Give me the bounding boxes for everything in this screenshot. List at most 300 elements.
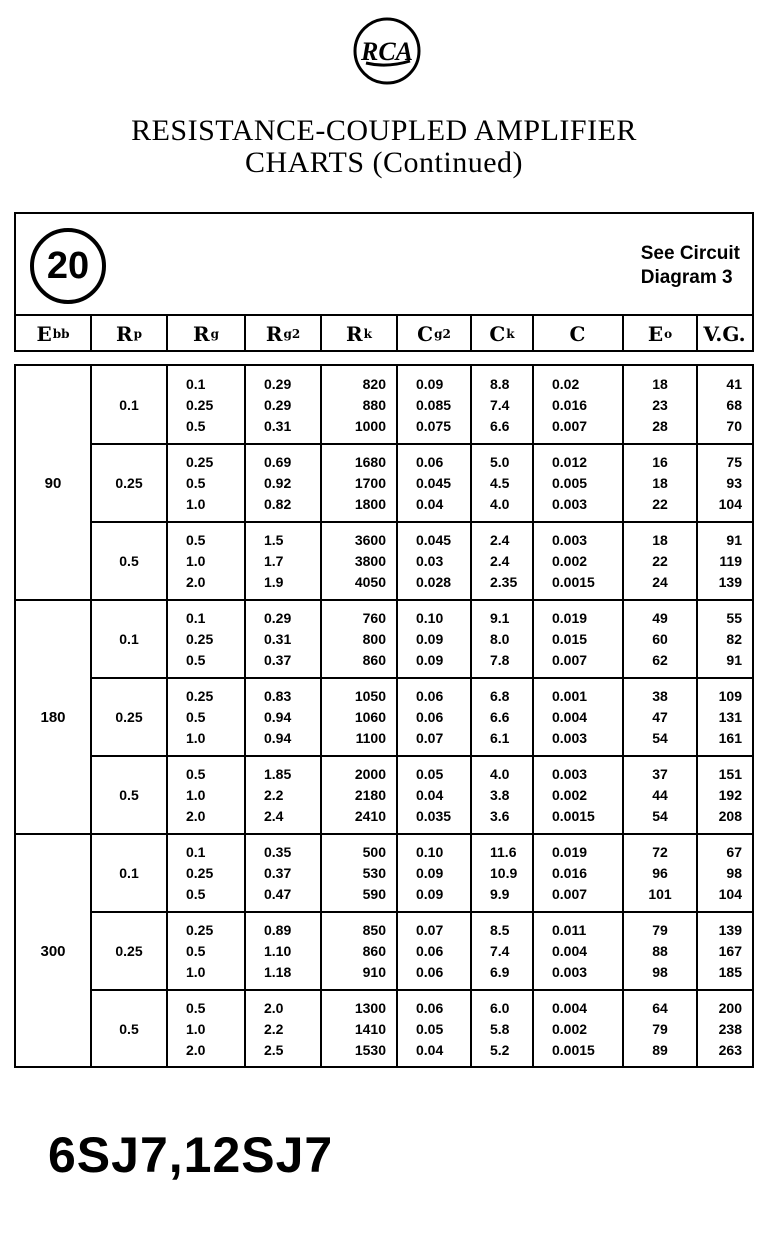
table-row: [92, 756, 752, 834]
rg2-value: 1.9: [264, 573, 284, 590]
cell-rg: [168, 366, 246, 444]
cg2-value: 0.09: [416, 651, 444, 668]
rp-value: 0.25: [92, 678, 168, 756]
eo-value: 79: [652, 921, 668, 938]
cell-c: [534, 756, 624, 834]
cell-rg2: [246, 522, 322, 600]
col-header-rg2: R g2: [246, 316, 322, 352]
rp-value: 0.1: [92, 600, 168, 678]
cell-c: [534, 834, 624, 912]
cell-ck: [472, 444, 534, 522]
rp-value: 0.5: [92, 990, 168, 1068]
eo-value: 98: [652, 963, 668, 980]
vg-value: 263: [718, 1041, 742, 1058]
cell-eo: [624, 912, 698, 990]
table-row: [92, 522, 752, 600]
cell-ck: [472, 600, 534, 678]
cell-ck: [472, 912, 534, 990]
rp-value: 0.5: [92, 522, 168, 600]
rg-value: 0.5: [186, 474, 206, 491]
cg2-value: 0.05: [416, 765, 444, 782]
rg-value: 0.5: [186, 999, 206, 1016]
rg-value: 1.0: [186, 729, 206, 746]
rg-value: 0.5: [186, 531, 206, 548]
c-value: 0.02: [552, 375, 580, 392]
ck-value: 7.4: [490, 942, 510, 959]
vg-value: 151: [718, 765, 742, 782]
rg2-value: 2.2: [264, 1020, 284, 1037]
ck-value: 3.8: [490, 786, 510, 803]
cell-eo: [624, 600, 698, 678]
eo-value: 88: [652, 942, 668, 959]
cell-rk: [322, 756, 398, 834]
ck-value: 5.8: [490, 1020, 510, 1037]
cell-eo: [624, 756, 698, 834]
table-row: [92, 912, 752, 990]
cell-rg2: [246, 834, 322, 912]
eo-value: 96: [652, 864, 668, 881]
ebb-value: 300: [16, 834, 92, 1068]
cg2-value: 0.09: [416, 864, 444, 881]
rg2-value: 0.94: [264, 729, 292, 746]
rg2-value: 2.0: [264, 999, 284, 1016]
rg2-value: 0.94: [264, 708, 292, 725]
rk-value: 880: [362, 396, 386, 413]
rca-logo-icon: [352, 16, 422, 86]
cg2-value: 0.05: [416, 1020, 444, 1037]
eo-value: 60: [652, 630, 668, 647]
rk-value: 3600: [354, 531, 386, 548]
c-value: 0.0015: [552, 573, 595, 590]
vg-value: 104: [718, 495, 742, 512]
cell-vg: [698, 678, 752, 756]
cg2-value: 0.03: [416, 552, 444, 569]
cg2-value: 0.028: [416, 573, 452, 590]
c-value: 0.012: [552, 453, 588, 470]
rk-value: 1700: [354, 474, 386, 491]
ebb-value: 90: [16, 366, 92, 600]
ck-value: 2.4: [490, 531, 510, 548]
vg-value: 139: [718, 921, 742, 938]
cell-rg2: [246, 678, 322, 756]
table-row: [92, 834, 752, 912]
chart-header-frame: [14, 212, 754, 352]
vg-value: 67: [726, 843, 742, 860]
eo-value: 47: [652, 708, 668, 725]
cg2-value: 0.075: [416, 417, 452, 434]
eo-value: 64: [652, 999, 668, 1016]
tube-types: 6SJ7,12SJ7: [48, 1127, 334, 1183]
ck-value: 8.0: [490, 630, 510, 647]
eo-value: 72: [652, 843, 668, 860]
rk-value: 860: [362, 942, 386, 959]
vg-value: 82: [726, 630, 742, 647]
rca-logo: [352, 16, 422, 86]
vg-value: 167: [718, 942, 742, 959]
rk-value: 910: [362, 963, 386, 980]
cg2-value: 0.09: [416, 375, 444, 392]
cell-rk: [322, 600, 398, 678]
eo-value: 101: [648, 885, 672, 902]
c-value: 0.0015: [552, 807, 595, 824]
cell-vg: [698, 600, 752, 678]
cell-rg2: [246, 990, 322, 1068]
rg-value: 2.0: [186, 573, 206, 590]
table-row: [92, 366, 752, 444]
ck-value: 6.0: [490, 999, 510, 1016]
cell-ck: [472, 756, 534, 834]
cell-rk: [322, 678, 398, 756]
cell-rg: [168, 834, 246, 912]
c-value: 0.003: [552, 531, 588, 548]
rg-value: 0.5: [186, 765, 206, 782]
cell-rg: [168, 990, 246, 1068]
cell-vg: [698, 990, 752, 1068]
rk-value: 1100: [355, 729, 386, 746]
circuit-note-line1: See Circuit: [640, 243, 740, 264]
cg2-value: 0.09: [416, 885, 444, 902]
cell-rg: [168, 600, 246, 678]
cell-ck: [472, 678, 534, 756]
rk-value: 1680: [354, 453, 386, 470]
ck-value: 6.1: [490, 729, 510, 746]
cg2-value: 0.04: [416, 1041, 444, 1058]
eo-value: 16: [652, 453, 668, 470]
rk-value: 1530: [354, 1041, 386, 1058]
cell-cg2: [398, 912, 472, 990]
c-value: 0.003: [552, 495, 588, 512]
cg2-value: 0.04: [416, 495, 444, 512]
cell-rk: [322, 990, 398, 1068]
eo-value: 18: [652, 474, 668, 491]
rk-value: 1000: [354, 417, 386, 434]
cg2-value: 0.06: [416, 708, 444, 725]
data-table: [14, 364, 754, 1068]
table-row: [92, 444, 752, 522]
vg-value: 238: [718, 1020, 742, 1037]
col-header-c: C: [534, 316, 624, 352]
rg2-value: 0.29: [264, 609, 292, 626]
ebb-value: 180: [16, 600, 92, 834]
c-value: 0.003: [552, 765, 588, 782]
cell-c: [534, 600, 624, 678]
ck-value: 8.8: [490, 375, 510, 392]
col-header-cg2: C g2: [398, 316, 472, 352]
rg-value: 0.25: [186, 687, 214, 704]
c-value: 0.019: [552, 843, 588, 860]
c-value: 0.0015: [552, 1041, 595, 1058]
page-title-line1: RESISTANCE-COUPLED AMPLIFIER: [131, 114, 637, 147]
c-value: 0.002: [552, 552, 588, 569]
ck-value: 5.0: [490, 453, 510, 470]
rg-value: 1.0: [186, 786, 206, 803]
ck-value: 8.5: [490, 921, 510, 938]
rg-value: 2.0: [186, 807, 206, 824]
ck-value: 7.8: [490, 651, 510, 668]
eo-value: 44: [652, 786, 668, 803]
cg2-value: 0.10: [416, 609, 444, 626]
eo-value: 22: [652, 552, 668, 569]
cell-rg2: [246, 756, 322, 834]
c-value: 0.002: [552, 786, 588, 803]
ck-value: 6.9: [490, 963, 510, 980]
ck-value: 4.0: [490, 765, 510, 782]
vg-value: 104: [718, 885, 742, 902]
cg2-value: 0.09: [416, 630, 444, 647]
cell-eo: [624, 834, 698, 912]
rp-value: 0.5: [92, 756, 168, 834]
c-value: 0.007: [552, 417, 588, 434]
rg-value: 0.25: [186, 921, 214, 938]
rp-value: 0.1: [92, 834, 168, 912]
rp-value: 0.25: [92, 444, 168, 522]
cell-cg2: [398, 600, 472, 678]
rk-value: 4050: [354, 573, 386, 590]
c-value: 0.011: [552, 921, 587, 938]
rg-value: 0.5: [186, 708, 206, 725]
table-row: [92, 990, 752, 1068]
cg2-value: 0.045: [416, 474, 452, 491]
rg2-value: 2.4: [264, 807, 284, 824]
eo-value: 89: [652, 1041, 668, 1058]
vg-value: 93: [726, 474, 742, 491]
cell-ck: [472, 522, 534, 600]
cell-c: [534, 912, 624, 990]
rk-value: 760: [362, 609, 386, 626]
rk-value: 1410: [354, 1020, 386, 1037]
ck-value: 11.6: [490, 843, 517, 860]
cell-vg: [698, 834, 752, 912]
vg-value: 208: [718, 807, 742, 824]
cell-ck: [472, 834, 534, 912]
vg-value: 70: [726, 417, 742, 434]
vg-value: 109: [718, 687, 742, 704]
rg-value: 0.1: [186, 375, 206, 392]
vg-value: 91: [726, 651, 742, 668]
c-value: 0.019: [552, 609, 588, 626]
rg-value: 0.5: [186, 417, 206, 434]
table-row: [92, 600, 752, 678]
c-value: 0.004: [552, 942, 588, 959]
cell-cg2: [398, 522, 472, 600]
col-header-ebb: E bb: [16, 316, 92, 352]
cell-rg: [168, 678, 246, 756]
cell-cg2: [398, 444, 472, 522]
rg2-value: 0.89: [264, 921, 292, 938]
eo-value: 54: [652, 729, 668, 746]
cell-vg: [698, 444, 752, 522]
rg2-value: 0.29: [264, 375, 292, 392]
vg-value: 131: [718, 708, 742, 725]
c-value: 0.003: [552, 963, 588, 980]
rk-value: 1050: [354, 687, 386, 704]
cell-eo: [624, 522, 698, 600]
cell-rk: [322, 834, 398, 912]
cell-rk: [322, 366, 398, 444]
vg-value: 75: [726, 453, 742, 470]
cell-cg2: [398, 366, 472, 444]
cell-rg2: [246, 444, 322, 522]
rg2-value: 0.31: [264, 630, 292, 647]
cell-vg: [698, 912, 752, 990]
rk-value: 820: [362, 375, 386, 392]
col-header-rg: R g: [168, 316, 246, 352]
cell-rg: [168, 522, 246, 600]
eo-value: 23: [652, 396, 668, 413]
rg2-value: 1.7: [264, 552, 284, 569]
ck-value: 4.5: [490, 474, 510, 491]
ck-value: 9.1: [490, 609, 510, 626]
c-value: 0.003: [552, 729, 588, 746]
vg-value: 119: [719, 552, 742, 569]
eo-value: 18: [652, 531, 668, 548]
eo-value: 22: [652, 495, 668, 512]
rg-value: 0.1: [186, 609, 206, 626]
rk-value: 1800: [354, 495, 386, 512]
rg2-value: 2.2: [264, 786, 284, 803]
rg-value: 0.25: [186, 630, 214, 647]
c-value: 0.002: [552, 1020, 588, 1037]
cell-c: [534, 444, 624, 522]
cell-eo: [624, 678, 698, 756]
cell-c: [534, 678, 624, 756]
cell-rg2: [246, 366, 322, 444]
cell-rg2: [246, 600, 322, 678]
rg-value: 1.0: [186, 1020, 206, 1037]
ck-value: 5.2: [490, 1041, 510, 1058]
rk-value: 530: [362, 864, 386, 881]
ck-value: 6.8: [490, 687, 510, 704]
cell-vg: [698, 366, 752, 444]
eo-value: 38: [652, 687, 668, 704]
c-value: 0.015: [552, 630, 588, 647]
rk-value: 800: [362, 630, 386, 647]
chart-number-badge: 20: [30, 228, 106, 304]
cell-rg: [168, 444, 246, 522]
col-header-vg: V.G.: [703, 322, 746, 346]
c-value: 0.016: [552, 396, 588, 413]
circuit-note-line2: Diagram 3: [640, 267, 733, 288]
rk-value: 500: [362, 843, 386, 860]
rk-value: 3800: [354, 552, 386, 569]
rk-value: 2410: [354, 807, 386, 824]
cg2-value: 0.035: [416, 807, 452, 824]
rg2-value: 0.82: [264, 495, 292, 512]
rg2-value: 0.29: [264, 396, 292, 413]
eo-value: 62: [652, 651, 668, 668]
cell-c: [534, 522, 624, 600]
cell-rk: [322, 522, 398, 600]
cell-rk: [322, 444, 398, 522]
rk-value: 860: [362, 651, 386, 668]
rk-value: 1060: [354, 708, 386, 725]
rg2-value: 0.37: [264, 651, 292, 668]
eo-value: 54: [652, 807, 668, 824]
rk-value: 1300: [354, 999, 386, 1016]
rg-value: 0.5: [186, 942, 206, 959]
rg2-value: 0.35: [264, 843, 292, 860]
page-title-line2: CHARTS (Continued): [244, 146, 524, 179]
cell-rg2: [246, 912, 322, 990]
vg-value: 185: [718, 963, 742, 980]
cell-cg2: [398, 678, 472, 756]
cell-c: [534, 366, 624, 444]
cg2-value: 0.06: [416, 687, 444, 704]
vg-value: 91: [726, 531, 742, 548]
cell-ck: [472, 990, 534, 1068]
cg2-value: 0.06: [416, 942, 444, 959]
rp-value: 0.1: [92, 366, 168, 444]
rg-value: 0.25: [186, 864, 214, 881]
c-value: 0.004: [552, 708, 588, 725]
cell-ck: [472, 366, 534, 444]
cg2-value: 0.06: [416, 963, 444, 980]
ck-value: 3.6: [490, 807, 510, 824]
cell-cg2: [398, 834, 472, 912]
cell-vg: [698, 522, 752, 600]
rg2-value: 0.37: [264, 864, 292, 881]
eo-value: 79: [652, 1020, 668, 1037]
rg2-value: 1.5: [264, 531, 284, 548]
ck-value: 7.4: [490, 396, 510, 413]
rca-logo-text: RCA: [360, 37, 414, 66]
vg-value: 192: [718, 786, 742, 803]
rg-value: 0.5: [186, 885, 206, 902]
col-header-ck: C k: [472, 316, 534, 352]
ck-value: 9.9: [490, 885, 510, 902]
cg2-value: 0.045: [416, 531, 452, 548]
rg-value: 1.0: [186, 495, 206, 512]
rg-value: 0.5: [186, 651, 206, 668]
cell-eo: [624, 444, 698, 522]
circuit-note: [641, 242, 740, 290]
cg2-value: 0.07: [416, 921, 444, 938]
c-value: 0.007: [552, 885, 588, 902]
vg-value: 161: [718, 729, 742, 746]
cg2-value: 0.04: [416, 786, 444, 803]
cell-rg: [168, 756, 246, 834]
col-header-eo: E o: [624, 316, 698, 352]
cg2-value: 0.10: [416, 843, 444, 860]
cg2-value: 0.085: [416, 396, 452, 413]
c-value: 0.016: [552, 864, 588, 881]
rk-value: 2000: [354, 765, 386, 782]
cell-cg2: [398, 756, 472, 834]
cell-cg2: [398, 990, 472, 1068]
cell-rg: [168, 912, 246, 990]
rp-value: 0.25: [92, 912, 168, 990]
cg2-value: 0.06: [416, 999, 444, 1016]
rg2-value: 0.31: [264, 417, 292, 434]
rk-value: 590: [362, 885, 386, 902]
vg-value: 68: [726, 396, 742, 413]
c-value: 0.001: [552, 687, 588, 704]
cell-rk: [322, 912, 398, 990]
cg2-value: 0.07: [416, 729, 444, 746]
table-row: [92, 678, 752, 756]
rg-value: 0.1: [186, 843, 206, 860]
cell-c: [534, 990, 624, 1068]
rg2-value: 1.18: [264, 963, 292, 980]
eo-value: 49: [652, 609, 668, 626]
cell-eo: [624, 366, 698, 444]
rg-value: 1.0: [186, 552, 206, 569]
rk-value: 850: [362, 921, 386, 938]
c-value: 0.004: [552, 999, 588, 1016]
col-header-rk: R k: [322, 316, 398, 352]
ck-value: 6.6: [490, 417, 510, 434]
eo-value: 24: [652, 573, 668, 590]
